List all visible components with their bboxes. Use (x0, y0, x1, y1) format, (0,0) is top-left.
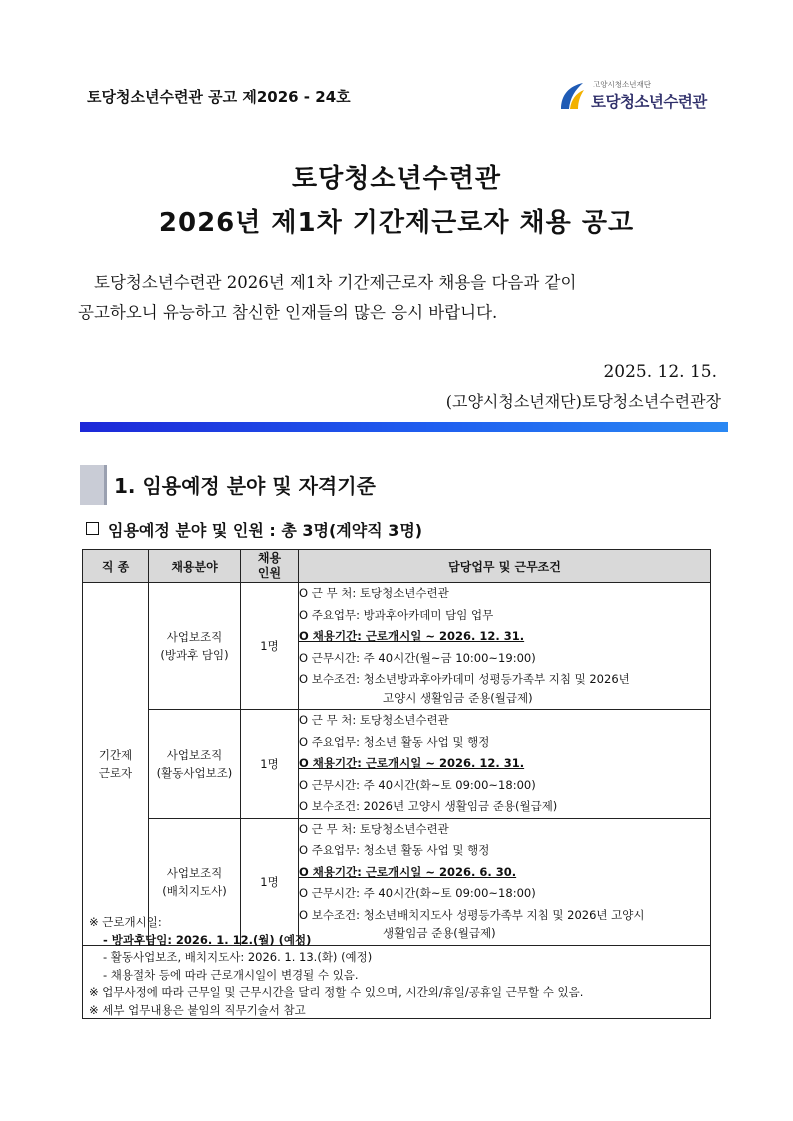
note-subline: - 활동사업보조, 배치지도사: 2026. 1. 13.(화) (예정) (103, 950, 373, 964)
title-line-1: 토당청소년수련관 (292, 164, 501, 194)
logo-small-text: 고양시청소년재단 (593, 80, 651, 89)
duty-line-emphasis: O 채용기간: 근로개시일 ~ 2026. 12. 31. (299, 756, 525, 770)
field-cell: 사업보조직 (방과후 담임) (149, 583, 241, 710)
header-duties: 담당업무 및 근무조건 (299, 550, 711, 583)
count-cell: 1명 (241, 818, 299, 945)
title-line-2: 2026년 제1차 기간제근로자 채용 공고 (158, 208, 635, 238)
issuer: (고양시청소년재단)토당청소년수련관장 (445, 392, 721, 411)
section-title: 1. 임용예정 분야 및 자격기준 (114, 474, 376, 498)
duty-line: O 보수조건: 청소년배치지도사 성평등가족부 지침 및 2026년 고양시 (299, 907, 645, 922)
note-subline: - 방과후담임: 2026. 1. 12.(월) (예정) (103, 932, 312, 947)
subsection-title-text: 임용예정 분야 및 인원 : 총 3명(계약직 3명) (108, 521, 423, 540)
job-type-cell: 기간제 근로자 (83, 583, 149, 946)
duty-line: O 주요업무: 청소년 활동 사업 및 행정 (299, 843, 490, 857)
header-field: 채용분야 (149, 550, 241, 583)
organization-logo (557, 79, 717, 115)
notice-date: 2025. 12. 15. (603, 362, 717, 382)
field-cell: 사업보조직 (활동사업보조) (149, 710, 241, 819)
intro-line-1: 토당청소년수련관 2026년 제1차 기간제근로자 채용을 다음과 같이 (94, 273, 577, 292)
count-cell: 1명 (241, 710, 299, 819)
duty-line-continued: 생활임금 준용(월급제) (383, 926, 496, 940)
notice-number: 토당청소년수련관 공고 제2026 - 24호 (87, 88, 351, 106)
section-marker-line (104, 465, 107, 505)
field-cell: 사업보조직 (배치지도사) (149, 818, 241, 945)
duties-cell (299, 710, 711, 819)
header-count: 채용 인원 (241, 550, 299, 583)
note-subline: - 채용절차 등에 따라 근로개시일이 변경될 수 있음. (103, 967, 359, 982)
divider-bar (80, 422, 728, 432)
count-cell: 1명 (241, 583, 299, 710)
recruitment-table (82, 549, 711, 946)
duty-line-emphasis: O 채용기간: 근로개시일 ~ 2026. 12. 31. (299, 629, 525, 643)
intro-paragraph (78, 268, 718, 328)
duty-line: O 근무시간: 주 40시간(월~금 10:00~19:00) (299, 650, 536, 665)
section-marker (80, 465, 104, 505)
duty-line: O 근 무 처: 토당청소년수련관 (299, 713, 449, 727)
duty-line: O 보수조건: 청소년방과후아카데미 성평등가족부 지침 및 2026년 (299, 672, 630, 686)
duty-line: O 근 무 처: 토당청소년수련관 (299, 821, 449, 836)
note-line: ※ 근로개시일: (89, 915, 162, 929)
duty-line: O 주요업무: 방과후아카데미 담임 업무 (299, 607, 494, 622)
duty-line-continued: 고양시 생활임금 준용(월급제) (383, 690, 533, 705)
intro-line-2: 공고하오니 유능하고 참신한 인재들의 많은 응시 바랍니다. (78, 303, 498, 322)
duty-line: O 주요업무: 청소년 활동 사업 및 행정 (299, 734, 490, 749)
duties-cell (299, 583, 711, 710)
subsection-title (86, 518, 422, 541)
duty-line: O 근무시간: 주 40시간(화~토 09:00~18:00) (299, 777, 536, 792)
leaf-logo-icon (557, 81, 587, 111)
duty-line: O 근 무 처: 토당청소년수련관 (299, 586, 449, 600)
logo-big-text: 토당청소년수련관 (591, 93, 707, 111)
note-line: ※ 업무사정에 따라 근무일 및 근무시간을 달리 정할 수 있으며, 시간외/휴일/공휴일 근무할 수 있음. (89, 985, 584, 999)
checkbox-square-icon (86, 522, 99, 535)
duty-line-emphasis: O 채용기간: 근로개시일 ~ 2026. 6. 30. (299, 864, 517, 879)
header-job-type: 직 종 (83, 550, 149, 583)
notes-box (82, 913, 711, 1019)
note-line: ※ 세부 업무내용은 붙임의 직무기술서 참고 (89, 1002, 306, 1017)
duty-line: O 보수조건: 2026년 고양시 생활임금 준용(월급제) (299, 799, 558, 813)
duty-line: O 근무시간: 주 40시간(화~토 09:00~18:00) (299, 886, 536, 900)
